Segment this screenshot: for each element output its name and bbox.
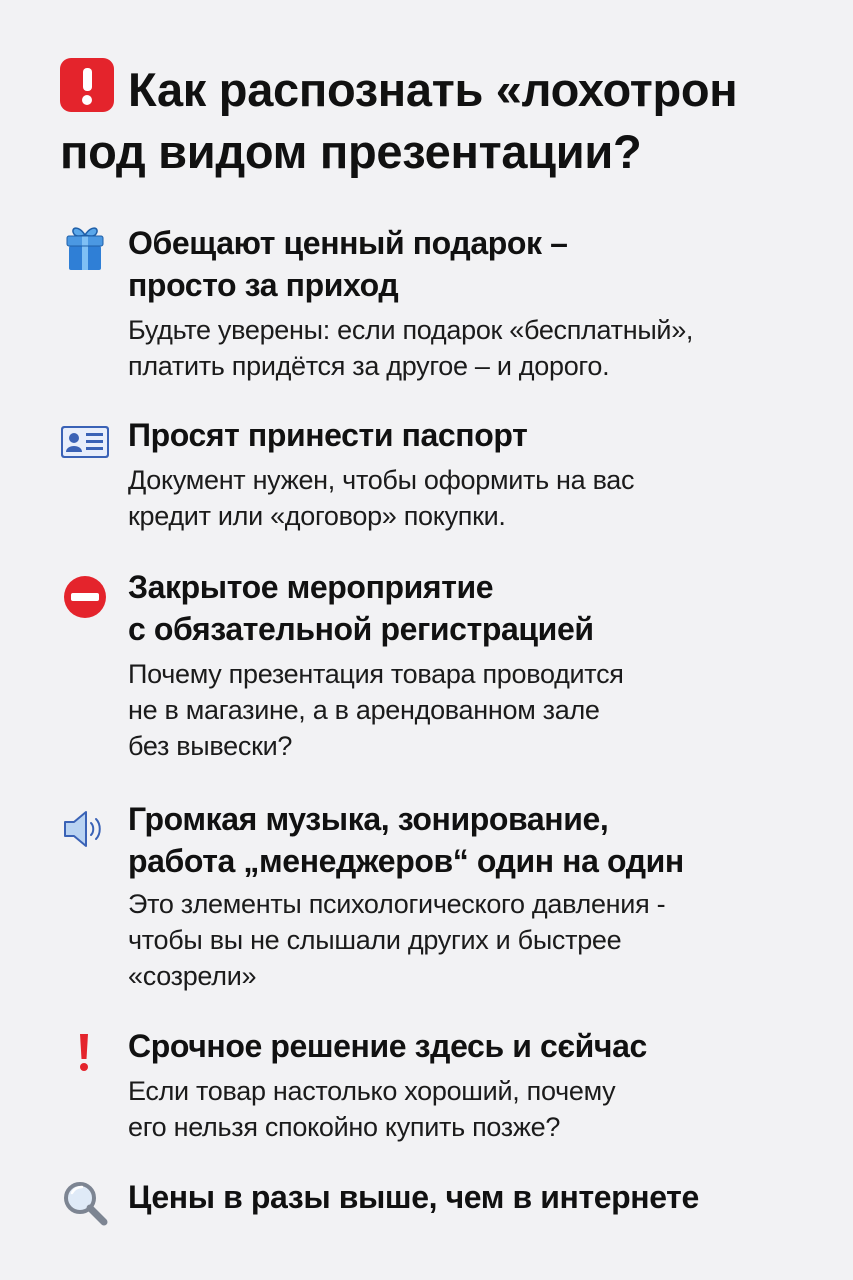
title-line-2: под видом презентации? <box>60 125 642 178</box>
item-heading: Просят принести паспорт <box>128 417 528 453</box>
item-description: Будьте уверены: если подарок «бесплатный», платить придётся за другое – и дорого. <box>128 315 694 381</box>
page-title <box>60 58 840 183</box>
magnifier-icon <box>58 1176 112 1230</box>
item-heading: Цены в разы выше, чем в интернете <box>128 1179 699 1215</box>
item-heading: Срочное решение здесь и сєйчас <box>128 1028 647 1064</box>
exclamation-icon <box>58 1025 112 1079</box>
speaker-icon <box>58 802 112 856</box>
title-line-1 <box>60 58 840 121</box>
alert-icon <box>60 58 114 112</box>
item-heading: Обещают ценный подарок – просто за приход <box>128 225 568 303</box>
item-heading: Закрытое мероприятие с обязательной регистрацией <box>128 569 594 647</box>
no-entry-icon <box>58 570 112 624</box>
item-description: Это злементы психологического давления - чтобы вы не слышали других и быстрее «созрели» <box>128 889 666 991</box>
title-text-1: Как распознать «лохотрон <box>128 63 738 116</box>
item-heading: Громкая музыка, зонирование, работа „менеджеров“ один на один <box>128 801 684 879</box>
item-description: Если товар настолько хороший, почему его нельзя спокойно купить позже? <box>128 1076 616 1142</box>
id-card-icon <box>58 416 112 470</box>
gift-icon <box>58 222 112 276</box>
item-description: Почему презентация товара проводится не в магазине, а в арендованном зале без вывески? <box>128 659 624 761</box>
item-description: Документ нужен, чтобы оформить на вас кредит или «договор» покупки. <box>128 465 635 531</box>
